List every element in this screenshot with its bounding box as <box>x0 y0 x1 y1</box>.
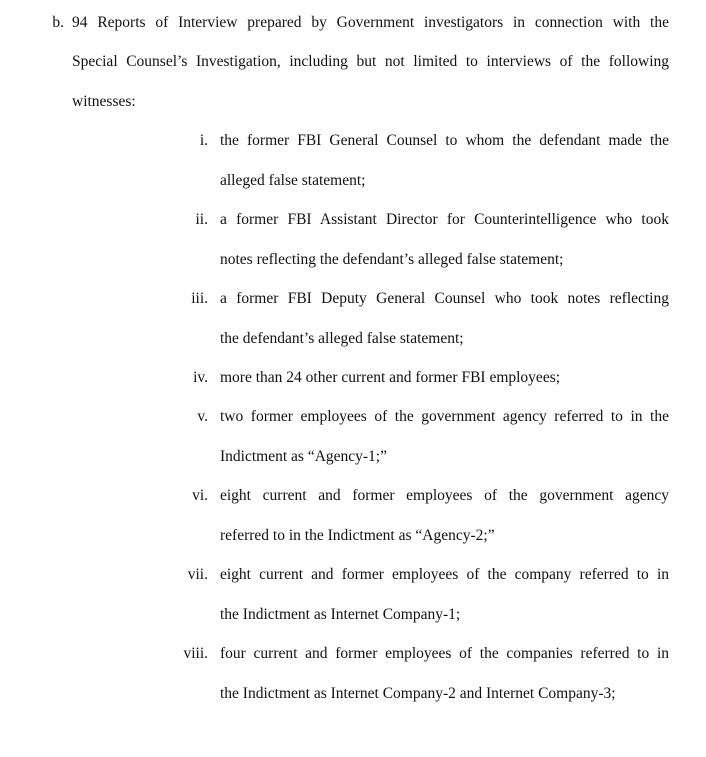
subitem-vi-line-2: referred to in the Indictment as “Agency-2;” <box>220 527 495 544</box>
subitem-ii-line-1: a former FBI Assistant Director for Counterintelligence who took <box>220 211 669 228</box>
subitem-numeral-iv: iv. <box>193 369 208 386</box>
subitem-iii-line-1: a former FBI Deputy General Counsel who took notes reflecting <box>220 290 669 307</box>
subitem-numeral-ii: ii. <box>195 211 208 228</box>
subitem-iii-line-2: the defendant’s alleged false statement; <box>220 330 464 347</box>
item-b-line-1: 94 Reports of Interview prepared by Government investigators in connection with the <box>72 14 669 31</box>
subitem-numeral-vi: vi. <box>192 487 208 504</box>
item-b-line-3: witnesses: <box>72 93 136 110</box>
subitem-ii-line-2: notes reflecting the defendant’s alleged false statement; <box>220 251 564 268</box>
subitem-numeral-i: i. <box>199 132 208 149</box>
item-b-label: b. <box>52 14 64 31</box>
subitem-v-line-1: two former employees of the government agency referred to in the <box>220 408 669 425</box>
subitem-numeral-v: v. <box>197 408 208 425</box>
subitem-vii-line-2: the Indictment as Internet Company-1; <box>220 606 461 623</box>
subitem-viii-line-2: the Indictment as Internet Company-2 and Internet Company-3; <box>220 685 616 702</box>
subitem-v-line-2: Indictment as “Agency-1;” <box>220 448 387 465</box>
subitem-numeral-viii: viii. <box>183 645 208 662</box>
subitem-i-line-2: alleged false statement; <box>220 172 366 189</box>
subitem-vi-line-1: eight current and former employees of the government agency <box>220 487 669 504</box>
subitem-i-line-1: the former FBI General Counsel to whom the defendant made the <box>220 132 669 149</box>
subitem-numeral-vii: vii. <box>187 566 208 583</box>
item-b-line-2: Special Counsel’s Investigation, including but not limited to interviews of the following <box>72 53 669 70</box>
subitem-viii-line-1: four current and former employees of the companies referred to in <box>220 645 669 662</box>
subitem-vii-line-1: eight current and former employees of the company referred to in <box>220 566 669 583</box>
subitem-iv-line-1: more than 24 other current and former FBI employees; <box>220 369 561 386</box>
subitem-numeral-iii: iii. <box>191 290 208 307</box>
